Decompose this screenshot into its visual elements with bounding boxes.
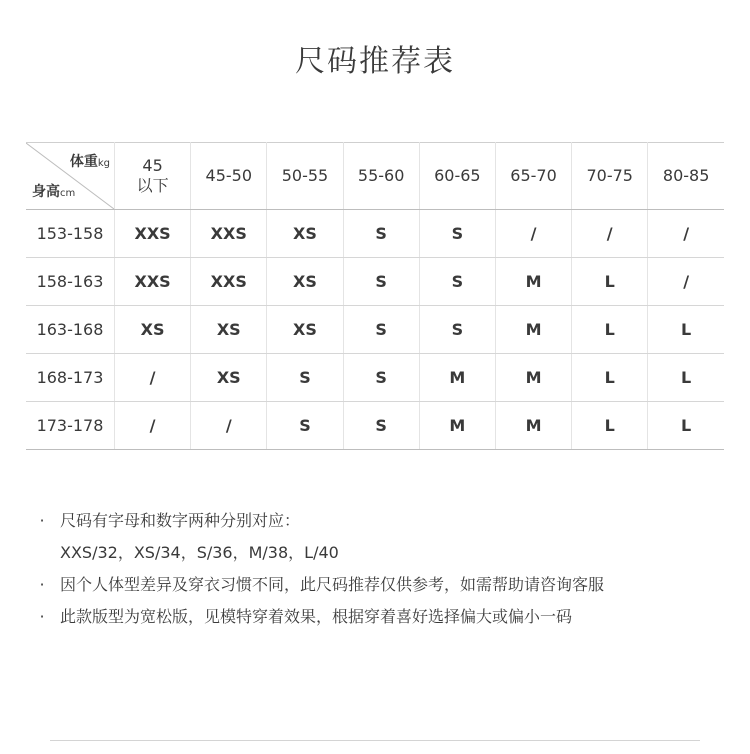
size-cell: M [419, 354, 495, 402]
size-cell: / [115, 354, 191, 402]
bottom-divider [50, 740, 700, 741]
size-cell: XS [267, 210, 343, 258]
weight-axis-label: 体重kg [69, 154, 110, 170]
size-cell: XS [267, 306, 343, 354]
table-row [26, 210, 724, 258]
bullet-icon: · [39, 575, 45, 594]
page-title: 尺码推荐表 [295, 44, 455, 79]
height-axis-label: 身高cm [32, 184, 76, 200]
size-cell: M [495, 258, 571, 306]
weight-column-header: 80-85 [648, 143, 724, 210]
size-cell: / [495, 210, 571, 258]
table-row [26, 306, 724, 354]
table-row [26, 258, 724, 306]
note-text: XXS/32，XS/34，S/36，M/38，L/40 [60, 543, 339, 562]
size-cell: XS [191, 354, 267, 402]
size-cell: S [343, 210, 419, 258]
height-cell: 173-178 [26, 402, 115, 450]
size-notes [36, 505, 736, 633]
table-header-row [26, 143, 724, 210]
size-cell: M [495, 402, 571, 450]
size-cell: XXS [115, 210, 191, 258]
size-cell: XXS [191, 258, 267, 306]
size-cell: S [343, 258, 419, 306]
size-cell: M [419, 402, 495, 450]
size-cell: S [419, 210, 495, 258]
size-cell: / [572, 210, 648, 258]
size-cell: XS [267, 258, 343, 306]
height-cell: 158-163 [26, 258, 115, 306]
table-row [26, 402, 724, 450]
size-cell: L [572, 354, 648, 402]
size-cell: M [495, 354, 571, 402]
size-cell: S [343, 402, 419, 450]
size-cell: S [419, 306, 495, 354]
size-cell: L [648, 306, 724, 354]
size-cell: XXS [191, 210, 267, 258]
height-cell: 163-168 [26, 306, 115, 354]
size-cell: M [495, 306, 571, 354]
size-cell: L [648, 402, 724, 450]
note-item [36, 537, 736, 569]
weight-column-header: 45 以下 [115, 143, 191, 210]
weight-column-header: 60-65 [419, 143, 495, 210]
size-cell: / [191, 402, 267, 450]
size-cell: L [648, 354, 724, 402]
weight-column-header: 50-55 [267, 143, 343, 210]
note-item [36, 601, 736, 633]
size-recommendation-table [26, 142, 724, 450]
size-cell: / [648, 258, 724, 306]
table-row [26, 354, 724, 402]
note-item [36, 505, 736, 537]
note-item [36, 569, 736, 601]
size-cell: L [572, 402, 648, 450]
size-cell: / [648, 210, 724, 258]
bullet-icon: · [39, 511, 45, 530]
height-cell: 168-173 [26, 354, 115, 402]
size-cell: S [267, 354, 343, 402]
weight-column-header: 55-60 [343, 143, 419, 210]
note-text: 此款版型为宽松版，见模特穿着效果，根据穿着喜好选择偏大或偏小一码 [60, 607, 573, 626]
size-cell: S [343, 306, 419, 354]
weight-column-header: 45-50 [191, 143, 267, 210]
size-cell: S [267, 402, 343, 450]
size-cell: S [343, 354, 419, 402]
weight-column-header: 65-70 [495, 143, 571, 210]
table-corner-cell [26, 143, 115, 210]
note-text: 因个人体型差异及穿衣习惯不同，此尺码推荐仅供参考，如需帮助请咨询客服 [60, 575, 605, 594]
size-cell: / [115, 402, 191, 450]
size-cell: L [572, 306, 648, 354]
size-cell: S [419, 258, 495, 306]
note-text: 尺码有字母和数字两种分别对应： [60, 511, 301, 530]
weight-column-header: 70-75 [572, 143, 648, 210]
bullet-icon: · [39, 607, 45, 626]
size-cell: XXS [115, 258, 191, 306]
size-cell: L [572, 258, 648, 306]
size-cell: XS [115, 306, 191, 354]
size-cell: XS [191, 306, 267, 354]
height-cell: 153-158 [26, 210, 115, 258]
